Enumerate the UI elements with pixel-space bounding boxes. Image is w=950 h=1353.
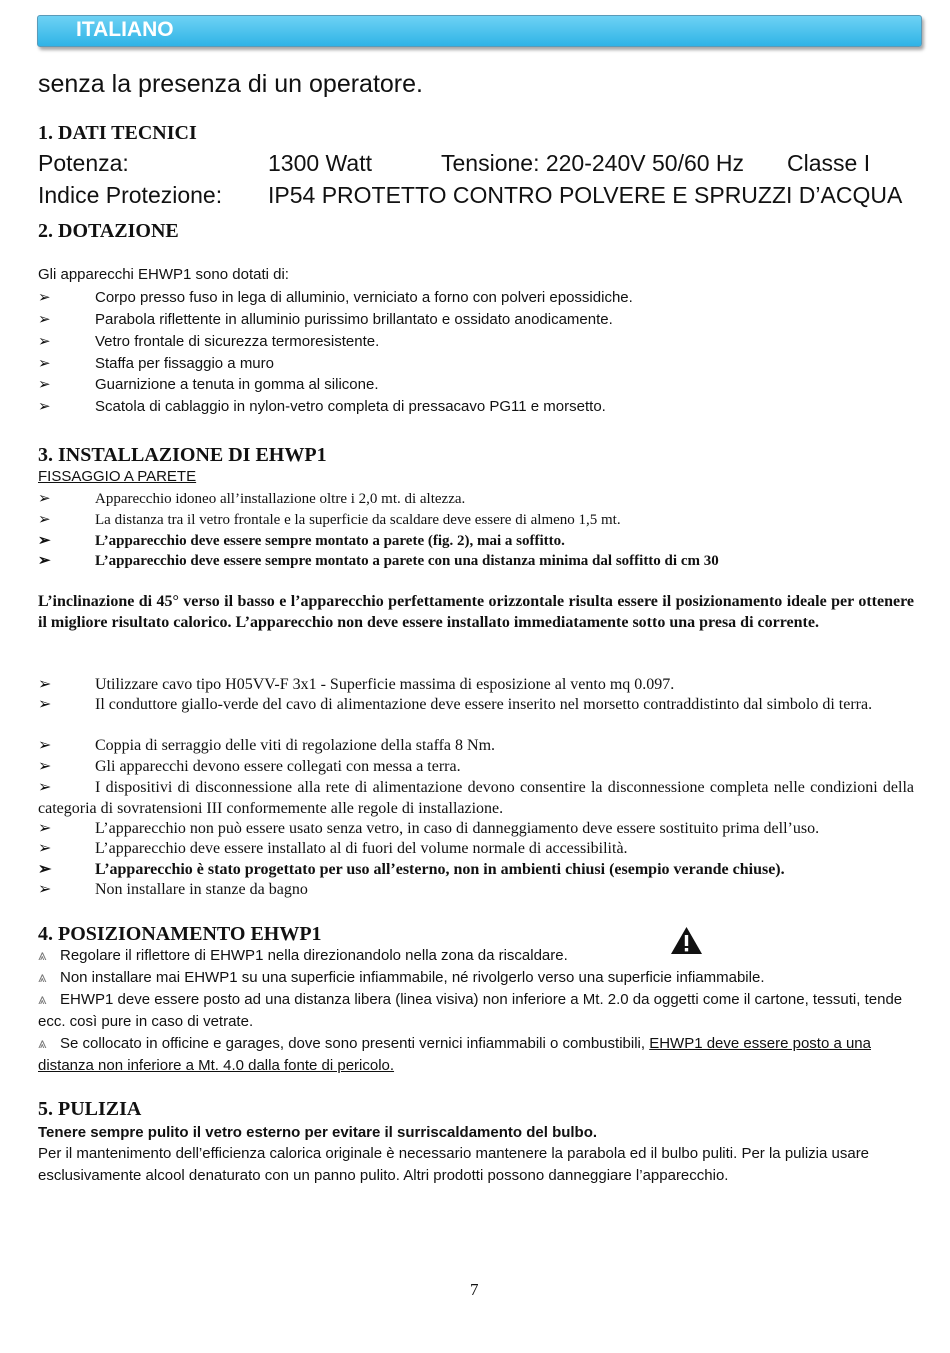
section-3-subtitle: FISSAGGIO A PARETE (38, 468, 197, 485)
arrow-bullet-icon: ➢ (38, 491, 51, 507)
arrow-bullet-icon: ➢ (38, 553, 51, 569)
list-item: ➢ Coppia di serraggio delle viti di regolazione della staffa 8 Nm. (38, 736, 914, 757)
intro-text: senza la presenza di un operatore. (38, 70, 423, 98)
list-item: ⩓ EHWP1 deve essere posto ad una distanza libera (linea visiva) non inferiore a Mt. 2.0 da oggetti come il cartone, tessuti, tende ecc. così pure in caso di vetrate. (38, 991, 903, 1030)
list-item: ⩓ Regolare il riflettore di EHWP1 nella direzionandolo nella zona da riscaldare. (38, 945, 914, 967)
section-2-title: 2. DOTAZIONE (38, 220, 179, 242)
spec-power-label: Potenza: (38, 150, 129, 176)
arrow-bullet-icon: ➢ (38, 696, 52, 713)
arrow-bullet-icon: ➢ (38, 398, 51, 415)
section-2-intro: Gli apparecchi EHWP1 sono dotati di: (38, 266, 289, 283)
arrow-bullet-icon: ➢ (38, 311, 51, 328)
underlined-warning: EHWP1 deve essere posto a una distanza non inferiore a Mt. 4.0 dalla fonte di pericolo. (38, 1035, 871, 1074)
list-item: ➢ L’apparecchio deve essere sempre montato a parete (fig. 2), mai a soffitto. (38, 533, 565, 549)
arrow-bullet-icon: ➢ (38, 355, 51, 372)
arrow-bullet-icon: ➢ (38, 533, 51, 549)
spec-voltage: Tensione: 220-240V 50/60 Hz (441, 150, 745, 176)
arrow-bullet-icon: ➢ (38, 512, 51, 528)
arrow-bullet-icon: ➢ (38, 820, 52, 837)
caret-bullet-icon: ⩓ (38, 991, 47, 1008)
list-item: ➢ La distanza tra il vetro frontale e la superficie da scaldare deve essere di almeno 1,5 mt. (38, 512, 621, 528)
arrow-bullet-icon: ➢ (38, 376, 51, 393)
list-item: ⩓ Non installare mai EHWP1 su una superficie infiammabile, né rivolgerlo verso una superficie infiammabile. (38, 967, 914, 989)
list-item: ➢ Gli apparecchi devono essere collegati con messa a terra. (38, 757, 914, 778)
list-item: ➢ Non installare in stanze da bagno (38, 880, 914, 901)
arrow-bullet-icon: ➢ (38, 289, 51, 306)
list-item: ➢ Parabola riflettente in alluminio purissimo brillantato e ossidato anodicamente. (38, 311, 613, 328)
list-item: ➢ I dispositivi di disconnessione alla rete di alimentazione devono consentire la disconnessione completa nelle condizioni della categoria di sovratensioni III conformemente alle regole di installazione. (38, 779, 914, 817)
cleaning-bold-note: Tenere sempre pulito il vetro esterno per evitare il surriscaldamento del bulbo. (38, 1124, 598, 1141)
list-item: ➢ Guarnizione a tenuta in gomma al silicone. (38, 376, 379, 393)
arrow-bullet-icon: ➢ (38, 881, 52, 898)
section-1-title: 1. DATI TECNICI (38, 122, 197, 144)
list-item: ➢ Apparecchio idoneo all’installazione oltre i 2,0 mt. di altezza. (38, 491, 466, 507)
list-item: ➢ Staffa per fissaggio a muro (38, 355, 274, 372)
installation-paragraph: L’inclinazione di 45° verso il basso e l’apparecchio perfettamente orizzontale risulta essere il posizionamento ideale per ottenere il migliore risultato calorico. L’apparecchio non deve essere installato immediatamente sotto una presa di corrente. (38, 593, 914, 631)
list-item: ➢ Corpo presso fuso in lega di alluminio, verniciato a forno con polveri epossidiche. (38, 289, 633, 306)
arrow-bullet-icon: ➢ (38, 676, 52, 693)
list-item: ➢ Vetro frontale di sicurezza termoresistente. (38, 333, 380, 350)
list-item: ➢ Utilizzare cavo tipo H05VV-F 3x1 - Superficie massima di esposizione al vento mq 0.097. (38, 675, 914, 696)
list-item: ➢ L’apparecchio è stato progettato per uso all’esterno, non in ambienti chiusi (esempio verande chiuse). (38, 860, 914, 881)
spec-power-value: 1300 Watt (268, 150, 372, 176)
spec-protection-label: Indice Protezione: (38, 182, 223, 208)
list-item: ➢ L’apparecchio deve essere sempre montato a parete con una distanza minima dal soffitto di cm 30 (38, 553, 719, 569)
arrow-bullet-icon: ➢ (38, 758, 52, 775)
spec-protection-value: IP54 PROTETTO CONTRO POLVERE E SPRUZZI D’ACQUA (268, 182, 903, 208)
list-item: ➢ L’apparecchio deve essere installato al di fuori del volume normale di accessibilità. (38, 839, 914, 860)
arrow-bullet-icon: ➢ (38, 779, 52, 796)
section-3-title: 3. INSTALLAZIONE DI EHWP1 (38, 444, 327, 466)
arrow-bullet-icon: ➢ (38, 861, 52, 878)
arrow-bullet-icon: ➢ (38, 333, 51, 350)
cleaning-paragraph: Per il mantenimento dell’efficienza calorica originale è necessario mantenere la parabola ed il bulbo puliti. Per la pulizia usare esclusivamente alcool denaturato con un panno pulito. Altri prodotti possono danneggiare l’apparecchio. (38, 1145, 870, 1184)
caret-bullet-icon: ⩓ (38, 1035, 47, 1052)
section-4-title: 4. POSIZIONAMENTO EHWP1 (38, 923, 322, 945)
caret-bullet-icon: ⩓ (38, 947, 47, 964)
list-item: ➢ Scatola di cablaggio in nylon-vetro completa di pressacavo PG11 e morsetto. (38, 398, 606, 415)
list-item: ➢ Il conduttore giallo-verde del cavo di alimentazione deve essere inserito nel morsetto contraddistinto dal simbolo di terra. (38, 695, 914, 716)
spec-class: Classe I (787, 150, 871, 176)
list-item: ➢ L’apparecchio non può essere usato senza vetro, in caso di danneggiamento deve essere sostituito prima dell’uso. (38, 819, 914, 840)
arrow-bullet-icon: ➢ (38, 840, 52, 857)
section-5-title: 5. PULIZIA (38, 1098, 142, 1120)
language-label: ITALIANO (76, 18, 174, 41)
caret-bullet-icon: ⩓ (38, 969, 47, 986)
language-header-bar (37, 15, 922, 47)
list-item: ⩓ Se collocato in officine e garages, dove sono presenti vernici infiammabili o combustibili, EHWP1 deve essere posto a una distanza non inferiore a Mt. 4.0 dalla fonte di pericolo. (38, 1035, 871, 1074)
arrow-bullet-icon: ➢ (38, 737, 52, 754)
page-number: 7 (470, 1280, 479, 1299)
